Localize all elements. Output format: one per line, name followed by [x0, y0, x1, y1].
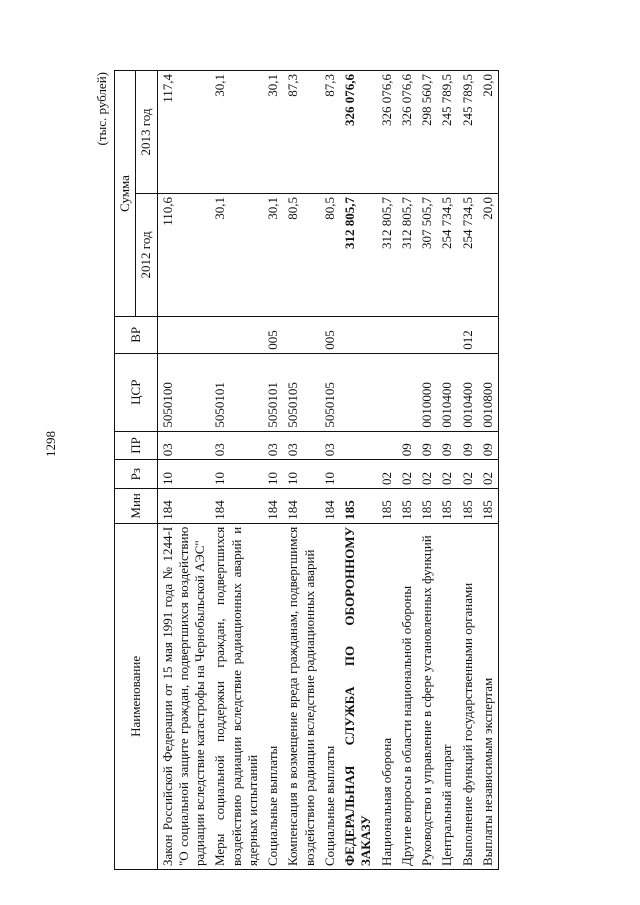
row-name: ФЕДЕРАЛЬНАЯ СЛУЖБА ПО ОБОРОННОМУ ЗАКАЗУ: [340, 523, 377, 869]
row-csr: 0010400: [458, 353, 478, 431]
row-2012: 30,1: [263, 193, 283, 316]
header-2013: 2013 год: [136, 71, 157, 194]
header-name: Наименование: [115, 523, 158, 869]
table-row: [283, 71, 320, 870]
row-vr: 005: [263, 316, 283, 353]
row-2012: 254 734,5: [458, 193, 478, 316]
row-rz: 02: [397, 460, 417, 489]
row-name: Компенсация в возмещение вреда гражданам, подвергшимся воздействию радиации вследствие радиационных аварий: [283, 523, 320, 869]
row-csr: 5050100: [157, 353, 210, 431]
header-rz: Рз: [115, 460, 158, 489]
row-2012: 254 734,5: [437, 193, 457, 316]
row-name: Меры социальной поддержки граждан, подвергшихся воздействию радиации вследствие радиационных аварий и ядерных испытаний: [210, 523, 263, 869]
table-row: [157, 71, 210, 870]
row-2013: 87,3: [283, 71, 320, 194]
row-2013: 298 560,7: [417, 71, 437, 194]
row-rz: 10: [263, 460, 283, 489]
row-pr: 09: [397, 431, 417, 460]
row-min: 184: [210, 488, 263, 523]
row-pr: 03: [283, 431, 320, 460]
row-rz: 10: [210, 460, 263, 489]
row-csr: 0010800: [478, 353, 499, 431]
row-vr: [210, 316, 263, 353]
row-name: Социальные выплаты: [263, 523, 283, 869]
rotated-page: [86, 70, 586, 870]
row-pr: 03: [263, 431, 283, 460]
row-name: Социальные выплаты: [320, 523, 340, 869]
row-name: Закон Российской Федерации от 15 мая 1991 года № 1244-I "О социальной защите граждан, подвергшихся воздействию радиации вследствие катастрофы на Чернобыльской АЭС": [157, 523, 210, 869]
table-row: [437, 71, 457, 870]
row-vr: [377, 316, 397, 353]
row-min: 185: [437, 488, 457, 523]
row-2012: 110,6: [157, 193, 210, 316]
row-2013: 245 789,5: [458, 71, 478, 194]
row-rz: 10: [283, 460, 320, 489]
row-2013: 87,3: [320, 71, 340, 194]
table-row: [320, 71, 340, 870]
row-pr: 09: [458, 431, 478, 460]
header-csr: ЦСР: [115, 353, 158, 431]
row-min: 184: [320, 488, 340, 523]
row-2013: 326 076,6: [340, 71, 377, 194]
row-vr: [478, 316, 499, 353]
row-rz: 02: [478, 460, 499, 489]
row-2012: 307 505,7: [417, 193, 437, 316]
table-row: [458, 71, 478, 870]
row-vr: [397, 316, 417, 353]
row-min: 185: [340, 488, 377, 523]
table-row: [377, 71, 397, 870]
row-name: Национальная оборона: [377, 523, 397, 869]
row-min: 185: [397, 488, 417, 523]
row-min: 184: [283, 488, 320, 523]
row-pr: 03: [320, 431, 340, 460]
header-pr: ПР: [115, 431, 158, 460]
row-pr: 09: [478, 431, 499, 460]
row-2012: 80,5: [320, 193, 340, 316]
row-2013: 20,0: [478, 71, 499, 194]
row-vr: [437, 316, 457, 353]
row-2012: 80,5: [283, 193, 320, 316]
table-row: [210, 71, 263, 870]
table-row: [263, 71, 283, 870]
table-row: [340, 71, 377, 870]
row-rz: 10: [157, 460, 210, 489]
table-body: [157, 71, 499, 870]
row-name: Центральный аппарат: [437, 523, 457, 869]
row-csr: 5050105: [320, 353, 340, 431]
row-pr: 03: [157, 431, 210, 460]
row-2013: 30,1: [210, 71, 263, 194]
header-vr: ВР: [115, 316, 158, 353]
row-csr: [377, 353, 397, 431]
row-min: 184: [157, 488, 210, 523]
row-pr: 03: [210, 431, 263, 460]
row-name: Другие вопросы в области национальной обороны: [397, 523, 417, 869]
row-2012: 20,0: [478, 193, 499, 316]
row-2013: 326 076,6: [377, 71, 397, 194]
row-rz: 02: [458, 460, 478, 489]
row-vr: [340, 316, 377, 353]
row-2013: 117,4: [157, 71, 210, 194]
row-rz: 10: [320, 460, 340, 489]
row-pr: 09: [417, 431, 437, 460]
row-pr: [377, 431, 397, 460]
row-vr: [417, 316, 437, 353]
row-2012: 312 805,7: [397, 193, 417, 316]
row-min: 185: [458, 488, 478, 523]
row-name: Выплаты независимым экспертам: [478, 523, 499, 869]
row-rz: [340, 460, 377, 489]
row-csr: 5050101: [263, 353, 283, 431]
row-vr: 012: [458, 316, 478, 353]
row-2013: 245 789,5: [437, 71, 457, 194]
row-rz: 02: [377, 460, 397, 489]
row-min: 185: [478, 488, 499, 523]
page-number: 1298: [43, 431, 58, 457]
row-csr: [340, 353, 377, 431]
table-row: [417, 71, 437, 870]
row-pr: 09: [437, 431, 457, 460]
table-header: [115, 71, 158, 870]
header-2012: 2012 год: [136, 193, 157, 316]
row-csr: 0010000: [417, 353, 437, 431]
row-min: 185: [377, 488, 397, 523]
row-2012: 30,1: [210, 193, 263, 316]
row-name: Руководство и управление в сфере установленных функций: [417, 523, 437, 869]
row-csr: 0010400: [437, 353, 457, 431]
header-sum: Сумма: [115, 71, 136, 317]
row-2012: 312 805,7: [377, 193, 397, 316]
table-row: [478, 71, 499, 870]
row-2012: 312 805,7: [340, 193, 377, 316]
row-2013: 326 076,6: [397, 71, 417, 194]
row-csr: 5050101: [210, 353, 263, 431]
units-label: (тыс. рублей): [94, 72, 109, 146]
row-vr: [283, 316, 320, 353]
row-name: Выполнение функций государственными органами: [458, 523, 478, 869]
row-csr: [397, 353, 417, 431]
row-min: 184: [263, 488, 283, 523]
table-row: [397, 71, 417, 870]
row-vr: 005: [320, 316, 340, 353]
row-rz: 02: [437, 460, 457, 489]
header-min: Мин: [115, 488, 158, 523]
row-vr: [157, 316, 210, 353]
budget-table: [114, 70, 499, 870]
row-pr: [340, 431, 377, 460]
row-csr: 5050105: [283, 353, 320, 431]
row-rz: 02: [417, 460, 437, 489]
row-min: 185: [417, 488, 437, 523]
row-2013: 30,1: [263, 71, 283, 194]
